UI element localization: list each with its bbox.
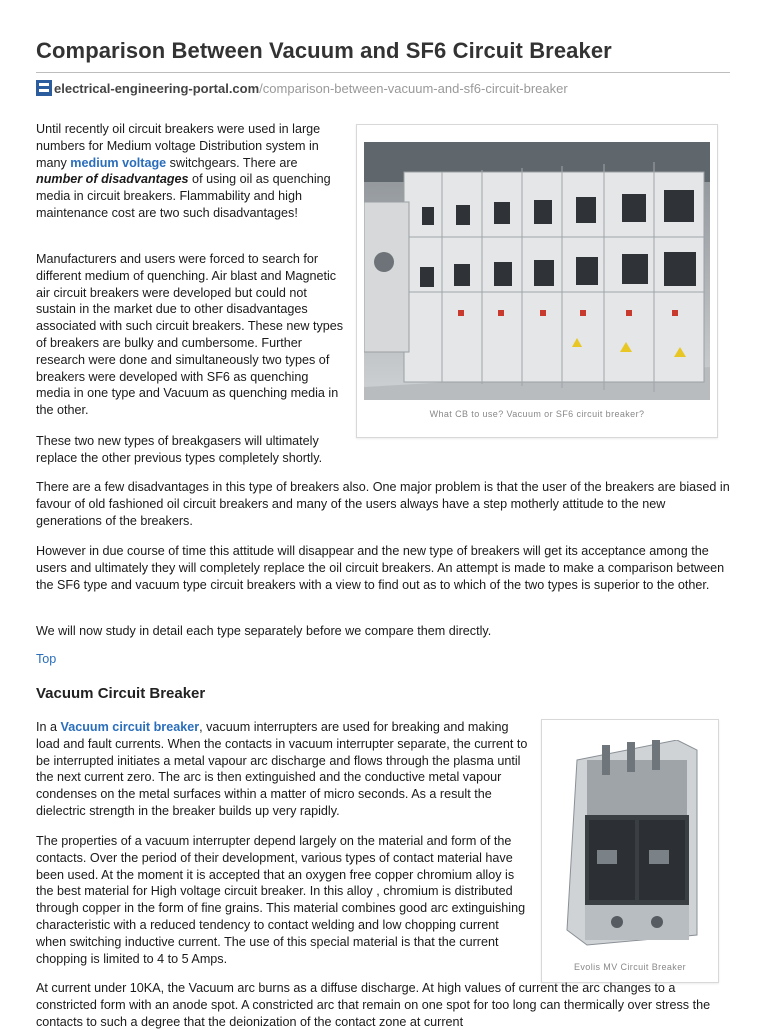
text: Until recently oil circuit breakers were used in large numbers for Medium voltage Distribution system in many: [36, 122, 321, 170]
paragraph: The properties of a vacuum interrupter depend largely on the material and form of the contacts. Over the period of their development, various types of contact material have been used. At the moment it is accepted that an oxygen free copper chromium alloy is the best material for High voltage circuit breaker. In this alloy , chromium is distributed through copper in the form of fine grains. This material combines good arc extinguishing characteristic with a reduced tendency to contact welding and low chopping current when switching inductive current. The use of this special material is that the current chopping is limited to 4 to 5 Amps.: [36, 834, 526, 966]
emphasis: number of disadvantages: [36, 172, 189, 187]
site-logo-icon: [36, 80, 52, 96]
paragraph: [36, 719, 530, 820]
evolis-breaker-image: [557, 740, 703, 950]
paragraph: Manufacturers and users were forced to search for different medium of quenching. Air blast and Magnetic air circuit breakers were developed but could not sustain in the market due to other disadvantages associated with such circuit breakers. These new types of breakers are bulky and cumbersome. Further research were done and simultaneously two types of breakers were developed with SF6 as quenching media in one type and Vacuum as quenching media in the other.: [36, 252, 344, 418]
paragraph: [36, 121, 346, 222]
section-heading: Vacuum Circuit Breaker: [36, 685, 206, 702]
page-title: Comparison Between Vacuum and SF6 Circuit Breaker: [36, 38, 612, 63]
figure-caption: What CB to use? Vacuum or SF6 circuit breaker?: [429, 409, 645, 419]
figure-evolis-breaker: [541, 719, 719, 983]
source-domain[interactable]: electrical-engineering-portal.com: [54, 80, 260, 96]
paragraph: We will now study in detail each type separately before we compare them directly.: [36, 624, 492, 638]
top-link[interactable]: Top: [36, 652, 57, 666]
figure-switchgear: [356, 124, 718, 438]
title-divider: [36, 72, 730, 73]
text: , vacuum interrupters are used for breaking and making load and fault currents. When the contacts in vacuum interrupter separate, the current to be interrupted initiates a metal vapour arc discharge and flows through the plasma until the next current zero. The arc is then extinguished and the conductive metal vapour condenses on the metal surfaces within a matter of micro seconds. As a result the dielectric strength in the breaker builds up very rapidly.: [36, 720, 528, 818]
link-medium-voltage[interactable]: medium voltage: [70, 155, 167, 170]
text: of using oil as quenching media in circuit breakers. Flammability and high maintenance cost are two such disadvantages!: [36, 172, 331, 220]
text: switchgears. There are: [166, 155, 298, 170]
text: In a: [36, 720, 61, 734]
paragraph: These two new types of breakgasers will ultimately replace the other previous types completely shortly.: [36, 434, 323, 465]
switchgear-image: [364, 142, 710, 400]
figure-caption: Evolis MV Circuit Breaker: [573, 962, 687, 972]
source-path[interactable]: /comparison-between-vacuum-and-sf6-circuit-breaker: [259, 80, 568, 96]
link-vacuum-circuit-breaker[interactable]: Vacuum circuit breaker: [60, 720, 200, 734]
paragraph: There are a few disadvantages in this type of breakers also. One major problem is that the user of the breakers are biased in favour of old fashioned oil circuit breakers and many of the users always have a step motherly attitude to the new generations of the breakers.: [36, 480, 730, 528]
source-url[interactable]: [36, 80, 568, 96]
paragraph: However in due course of time this attitude will disappear and the new type of breakers will get its acceptance among the users and ultimately they will completely replace the oil circuit breakers. An attempt is made to make a comparison between the SF6 type and vacuum type circuit breakers with a view to find out as to which of the two types is superior to the other.: [36, 544, 725, 592]
paragraph: At current under 10KA, the Vacuum arc burns as a diffuse discharge. At high values of current the arc changes to a constricted form with an anode spot. A constricted arc that remain on one spot for too long can thermically over stress the contacts to such a degree that the deionization of the contact zone at current: [36, 981, 711, 1029]
